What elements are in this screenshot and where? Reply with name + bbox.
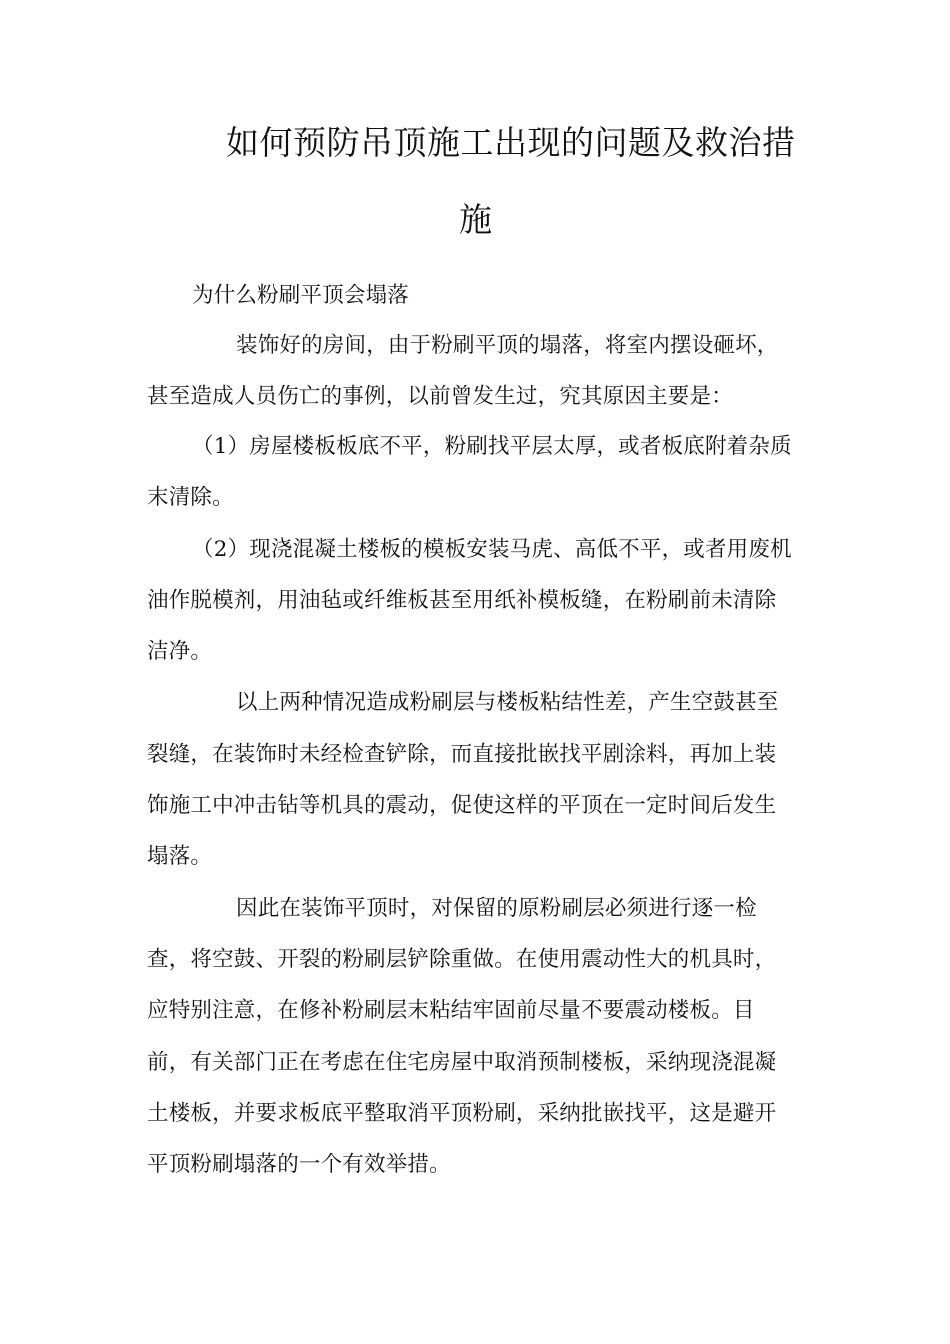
paragraph-1-line-2: 甚至造成人员伤亡的事例，以前曾发生过，究其原因主要是： bbox=[147, 384, 733, 409]
paragraph-4-line-3: 饰施工中冲击钻等机具的震动，促使这样的平顶在一定时间后发生 bbox=[147, 793, 777, 818]
paragraph-3-line-2: 油作脱模剂，用油毡或纤维板甚至用纸补模板缝，在粉刷前未清除 bbox=[147, 588, 777, 613]
paragraph-4-line-2: 裂缝，在装饰时未经检查铲除，而直接批嵌找平剧涂料，再加上装 bbox=[147, 742, 777, 767]
paragraph-5-line-5: 土楼板，并要求板底平整取消平顶粉刷，采纳批嵌找平，这是避开 bbox=[147, 1101, 777, 1126]
paragraph-2-line-1: （1）房屋楼板板底不平，粉刷找平层太厚，或者板底附着杂质 bbox=[192, 434, 792, 459]
document-title-line-2: 施 bbox=[459, 200, 493, 239]
paragraph-1-line-1: 装饰好的房间，由于粉刷平顶的塌落，将室内摆设砸坏， bbox=[236, 333, 779, 358]
paragraph-4-line-4: 塌落。 bbox=[147, 844, 213, 869]
paragraph-4-line-1: 以上两种情况造成粉刷层与楼板粘结性差，产生空鼓甚至 bbox=[236, 690, 779, 715]
paragraph-3-line-3: 洁净。 bbox=[147, 639, 213, 664]
paragraph-5-line-1: 因此在装饰平顶时，对保留的原粉刷层必须进行逐一检 bbox=[236, 896, 757, 921]
paragraph-5-line-6: 平顶粉刷塌落的一个有效举措。 bbox=[147, 1152, 451, 1177]
paragraph-5-line-4: 前，有关部门正在考虑在住宅房屋中取消预制楼板，采纳现浇混凝 bbox=[147, 1050, 777, 1075]
paragraph-5-line-3: 应特别注意，在修补粉刷层末粘结牢固前尽量不要震动楼板。目 bbox=[147, 998, 755, 1023]
paragraph-2-line-2: 末清除。 bbox=[147, 485, 234, 510]
document-title-line-1: 如何预防吊顶施工出现的问题及救治措 bbox=[226, 123, 796, 162]
paragraph-5-line-2: 查，将空鼓、开裂的粉刷层铲除重做。在使用震动性大的机具时， bbox=[147, 947, 777, 972]
section-heading: 为什么粉刷平顶会塌落 bbox=[192, 283, 410, 308]
paragraph-3-line-1: （2）现浇混凝土楼板的模板安装马虎、高低不平，或者用废机 bbox=[192, 537, 792, 562]
